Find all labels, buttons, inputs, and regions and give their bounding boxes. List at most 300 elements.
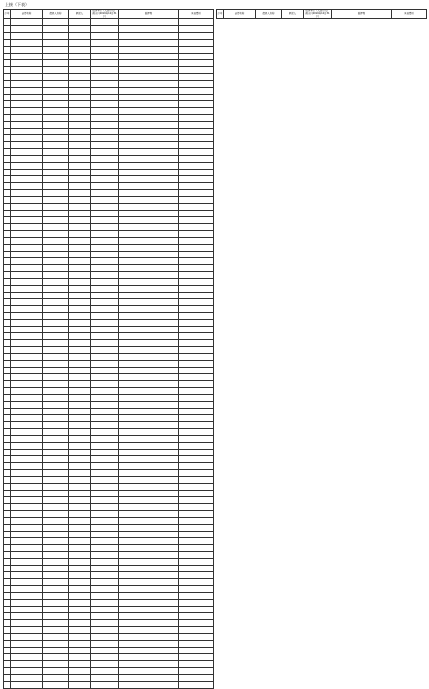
col-header-name: 获得名称 <box>224 10 256 19</box>
table-cell <box>11 435 43 442</box>
table-cell <box>179 155 214 162</box>
table-cell <box>4 265 11 272</box>
table-cell <box>11 258 43 265</box>
table-cell <box>119 237 179 244</box>
table-cell <box>4 251 11 258</box>
table-cell <box>179 558 214 565</box>
table-cell <box>69 183 91 190</box>
table-row <box>4 60 214 67</box>
table-cell <box>91 586 119 593</box>
table-row <box>4 504 214 511</box>
table-cell <box>91 26 119 33</box>
table-cell <box>179 33 214 40</box>
table-cell <box>69 169 91 176</box>
table-cell <box>119 674 179 681</box>
table-row <box>4 142 214 149</box>
table-cell <box>91 504 119 511</box>
table-cell <box>91 190 119 197</box>
table-cell <box>11 551 43 558</box>
table-cell <box>119 360 179 367</box>
table-cell <box>179 278 214 285</box>
table-cell <box>43 39 69 46</box>
table-cell <box>43 620 69 627</box>
table-cell <box>11 422 43 429</box>
table-cell <box>119 190 179 197</box>
table-cell <box>119 60 179 67</box>
table-cell <box>43 114 69 121</box>
table-cell <box>69 353 91 360</box>
table-cell <box>4 613 11 620</box>
table-cell <box>69 483 91 490</box>
table-cell <box>91 565 119 572</box>
table-row <box>4 435 214 442</box>
table-cell <box>69 415 91 422</box>
table-cell <box>43 237 69 244</box>
table-cell <box>69 80 91 87</box>
table-cell <box>4 415 11 422</box>
table-cell <box>119 668 179 675</box>
col-header-principal: 债务本金（人民币元）截止日2019年12月31日 <box>92 9 117 18</box>
table-cell <box>4 620 11 627</box>
table-cell <box>119 135 179 142</box>
table-cell <box>43 142 69 149</box>
table-row <box>4 121 214 128</box>
table-cell <box>91 306 119 313</box>
table-cell <box>69 538 91 545</box>
table-row <box>4 162 214 169</box>
table-cell <box>11 504 43 511</box>
table-cell <box>91 244 119 251</box>
document-page <box>3 2 426 598</box>
table-cell <box>179 217 214 224</box>
table-cell <box>179 565 214 572</box>
table-cell <box>11 33 43 40</box>
table-cell <box>119 94 179 101</box>
table-cell <box>119 613 179 620</box>
table-row <box>4 374 214 381</box>
table-cell <box>179 190 214 197</box>
table-cell <box>69 394 91 401</box>
table-cell <box>119 114 179 121</box>
table-cell <box>179 265 214 272</box>
table-cell <box>179 442 214 449</box>
table-cell <box>119 490 179 497</box>
table-cell <box>119 497 179 504</box>
table-row <box>4 627 214 634</box>
table-cell <box>43 429 69 436</box>
table-cell <box>91 531 119 538</box>
table-cell <box>11 142 43 149</box>
table-row <box>4 497 214 504</box>
table-cell <box>179 121 214 128</box>
table-cell <box>119 408 179 415</box>
table-row <box>4 381 214 388</box>
table-cell <box>43 272 69 279</box>
table-cell <box>179 162 214 169</box>
table-cell <box>43 599 69 606</box>
table-row <box>4 272 214 279</box>
table-cell <box>4 313 11 320</box>
table-row <box>4 258 214 265</box>
table-cell <box>179 401 214 408</box>
table-cell <box>69 278 91 285</box>
table-cell <box>179 647 214 654</box>
table-left-half <box>3 9 213 689</box>
table-cell <box>43 381 69 388</box>
table-cell <box>69 374 91 381</box>
table-cell <box>69 33 91 40</box>
table-cell <box>91 367 119 374</box>
table-cell <box>91 340 119 347</box>
table-row <box>4 210 214 217</box>
table-cell <box>43 155 69 162</box>
table-cell <box>91 381 119 388</box>
table-cell <box>4 272 11 279</box>
table-cell <box>179 586 214 593</box>
table-cell <box>11 592 43 599</box>
table-row <box>4 224 214 231</box>
table-cell <box>11 60 43 67</box>
table-row <box>4 340 214 347</box>
table-cell <box>11 169 43 176</box>
table-row <box>4 326 214 333</box>
table-cell <box>91 135 119 142</box>
table-cell <box>43 306 69 313</box>
table-cell <box>179 26 214 33</box>
table-cell <box>11 306 43 313</box>
table-cell <box>43 681 69 688</box>
table-cell <box>11 203 43 210</box>
table-cell <box>11 237 43 244</box>
table-cell <box>4 353 11 360</box>
table-cell <box>91 121 119 128</box>
table-cell <box>43 654 69 661</box>
table-cell <box>43 347 69 354</box>
table-cell <box>179 435 214 442</box>
table-cell <box>179 579 214 586</box>
table-cell <box>69 388 91 395</box>
table-cell <box>43 128 69 135</box>
table-cell <box>69 237 91 244</box>
table-cell <box>179 640 214 647</box>
table-cell <box>4 524 11 531</box>
table-cell <box>91 647 119 654</box>
table-cell <box>119 531 179 538</box>
table-cell <box>91 258 119 265</box>
table-cell <box>11 640 43 647</box>
table-cell <box>91 203 119 210</box>
table-cell <box>91 551 119 558</box>
table-cell <box>91 196 119 203</box>
table-cell <box>43 26 69 33</box>
table-cell <box>119 538 179 545</box>
table-cell <box>11 67 43 74</box>
table-cell <box>119 627 179 634</box>
table-cell <box>91 388 119 395</box>
table-cell <box>69 101 91 108</box>
table-cell <box>119 74 179 81</box>
table-cell <box>179 39 214 46</box>
table-cell <box>119 278 179 285</box>
table-cell <box>43 80 69 87</box>
table-cell <box>4 26 11 33</box>
table-cell <box>43 476 69 483</box>
table-cell <box>69 504 91 511</box>
table-cell <box>43 285 69 292</box>
col-header-name: 获得名称 <box>11 10 43 19</box>
table-cell <box>4 633 11 640</box>
table-cell <box>69 367 91 374</box>
table-cell <box>69 654 91 661</box>
table-cell <box>69 661 91 668</box>
table-cell <box>91 237 119 244</box>
col-header-other: 其他费用 <box>179 10 214 19</box>
table-cell <box>43 251 69 258</box>
table-cell <box>91 606 119 613</box>
table-cell <box>179 511 214 518</box>
table-cell <box>119 374 179 381</box>
table-cell <box>69 456 91 463</box>
table-cell <box>179 531 214 538</box>
table-row <box>4 285 214 292</box>
table-row <box>4 490 214 497</box>
table-cell <box>43 401 69 408</box>
table-cell <box>43 224 69 231</box>
table-cell <box>119 681 179 688</box>
table-row <box>4 306 214 313</box>
table-cell <box>179 285 214 292</box>
table-cell <box>4 135 11 142</box>
table-cell <box>119 203 179 210</box>
table-cell <box>69 272 91 279</box>
table-cell <box>69 572 91 579</box>
table-cell <box>91 620 119 627</box>
table-row <box>4 545 214 552</box>
table-cell <box>69 26 91 33</box>
table-cell <box>91 299 119 306</box>
table-cell <box>11 265 43 272</box>
table-cell <box>91 579 119 586</box>
table-cell <box>91 87 119 94</box>
table-cell <box>69 620 91 627</box>
table-cell <box>11 217 43 224</box>
table-cell <box>179 470 214 477</box>
table-cell <box>119 422 179 429</box>
table-row <box>4 647 214 654</box>
table-row <box>4 640 214 647</box>
table-cell <box>119 367 179 374</box>
table-cell <box>119 340 179 347</box>
table-cell <box>179 251 214 258</box>
table-cell <box>11 278 43 285</box>
table-cell <box>4 606 11 613</box>
table-cell <box>91 408 119 415</box>
table-cell <box>4 449 11 456</box>
table-row <box>4 74 214 81</box>
table-cell <box>4 244 11 251</box>
table-cell <box>43 313 69 320</box>
table-cell <box>69 579 91 586</box>
table-cell <box>69 551 91 558</box>
table-cell <box>43 627 69 634</box>
table-cell <box>91 94 119 101</box>
table-cell <box>69 360 91 367</box>
table-row <box>4 26 214 33</box>
table-cell <box>69 674 91 681</box>
table-cell <box>119 551 179 558</box>
table-cell <box>4 422 11 429</box>
table-cell <box>43 415 69 422</box>
table-cell <box>119 244 179 251</box>
table-cell <box>43 374 69 381</box>
table-row <box>4 408 214 415</box>
table-cell <box>11 162 43 169</box>
col-header-index: 序号 <box>217 10 224 19</box>
table-cell <box>69 190 91 197</box>
table-cell <box>4 654 11 661</box>
table-cell <box>91 415 119 422</box>
table-cell <box>11 244 43 251</box>
table-cell <box>179 333 214 340</box>
table-cell <box>4 599 11 606</box>
table-row <box>4 592 214 599</box>
table-cell <box>179 80 214 87</box>
table-cell <box>4 388 11 395</box>
table-cell <box>11 490 43 497</box>
table-cell <box>43 674 69 681</box>
table-cell <box>69 19 91 26</box>
table-row <box>4 19 214 26</box>
table-cell <box>179 422 214 429</box>
table-cell <box>4 94 11 101</box>
table-cell <box>4 46 11 53</box>
table-row <box>4 429 214 436</box>
table-cell <box>69 39 91 46</box>
table-row <box>4 579 214 586</box>
table-cell <box>179 114 214 121</box>
table-cell <box>11 53 43 60</box>
table-cell <box>43 408 69 415</box>
table-cell <box>179 476 214 483</box>
table-cell <box>91 251 119 258</box>
table-cell <box>4 224 11 231</box>
table-cell <box>119 319 179 326</box>
table-cell <box>119 108 179 115</box>
table-cell <box>91 524 119 531</box>
table-cell <box>43 190 69 197</box>
table-cell <box>179 142 214 149</box>
table-cell <box>11 347 43 354</box>
col-header-index: 序号 <box>4 10 11 19</box>
table-cell <box>69 326 91 333</box>
table-cell <box>43 149 69 156</box>
table-cell <box>43 67 69 74</box>
table-cell <box>4 128 11 135</box>
table-row <box>4 33 214 40</box>
table-cell <box>179 258 214 265</box>
table-cell <box>69 128 91 135</box>
table-cell <box>43 531 69 538</box>
table-cell <box>69 647 91 654</box>
table-cell <box>91 176 119 183</box>
table-cell <box>119 388 179 395</box>
table-cell <box>43 340 69 347</box>
table-cell <box>11 586 43 593</box>
table-cell <box>179 203 214 210</box>
table-cell <box>119 661 179 668</box>
table-cell <box>11 627 43 634</box>
table-cell <box>179 620 214 627</box>
table-cell <box>179 592 214 599</box>
table-row <box>4 442 214 449</box>
table-cell <box>43 121 69 128</box>
table-cell <box>91 101 119 108</box>
table-cell <box>4 80 11 87</box>
table-cell <box>69 435 91 442</box>
table-cell <box>11 470 43 477</box>
table-row <box>4 661 214 668</box>
table-cell <box>11 251 43 258</box>
table-cell <box>69 149 91 156</box>
table-cell <box>11 415 43 422</box>
table-cell <box>11 408 43 415</box>
col-header-guarantor: 担保人 <box>282 10 304 19</box>
table-cell <box>11 463 43 470</box>
table-cell <box>179 367 214 374</box>
table-cell <box>69 210 91 217</box>
table-cell <box>43 572 69 579</box>
table-cell <box>4 333 11 340</box>
table-cell <box>11 374 43 381</box>
table-cell <box>179 490 214 497</box>
table-row <box>4 319 214 326</box>
table-cell <box>4 121 11 128</box>
table-cell <box>4 572 11 579</box>
table-cell <box>43 545 69 552</box>
table-cell <box>179 408 214 415</box>
table-cell <box>4 196 11 203</box>
table-row <box>4 67 214 74</box>
table-cell <box>179 67 214 74</box>
table-row <box>4 674 214 681</box>
table-cell <box>43 60 69 67</box>
table-cell <box>69 121 91 128</box>
table-row <box>4 599 214 606</box>
table-cell <box>91 661 119 668</box>
table-cell <box>91 456 119 463</box>
table-cell <box>179 429 214 436</box>
table-cell <box>4 627 11 634</box>
table-cell <box>69 196 91 203</box>
table-cell <box>69 313 91 320</box>
table-cell <box>119 285 179 292</box>
table-cell <box>91 265 119 272</box>
table-cell <box>91 67 119 74</box>
table-cell <box>69 231 91 238</box>
table-cell <box>69 162 91 169</box>
table-cell <box>11 313 43 320</box>
table-cell <box>179 483 214 490</box>
table-cell <box>119 442 179 449</box>
table-cell <box>4 39 11 46</box>
table-cell <box>11 394 43 401</box>
table-cell <box>91 401 119 408</box>
table-row <box>4 586 214 593</box>
table-cell <box>11 524 43 531</box>
table-cell <box>11 121 43 128</box>
table-cell <box>69 640 91 647</box>
table-cell <box>179 381 214 388</box>
